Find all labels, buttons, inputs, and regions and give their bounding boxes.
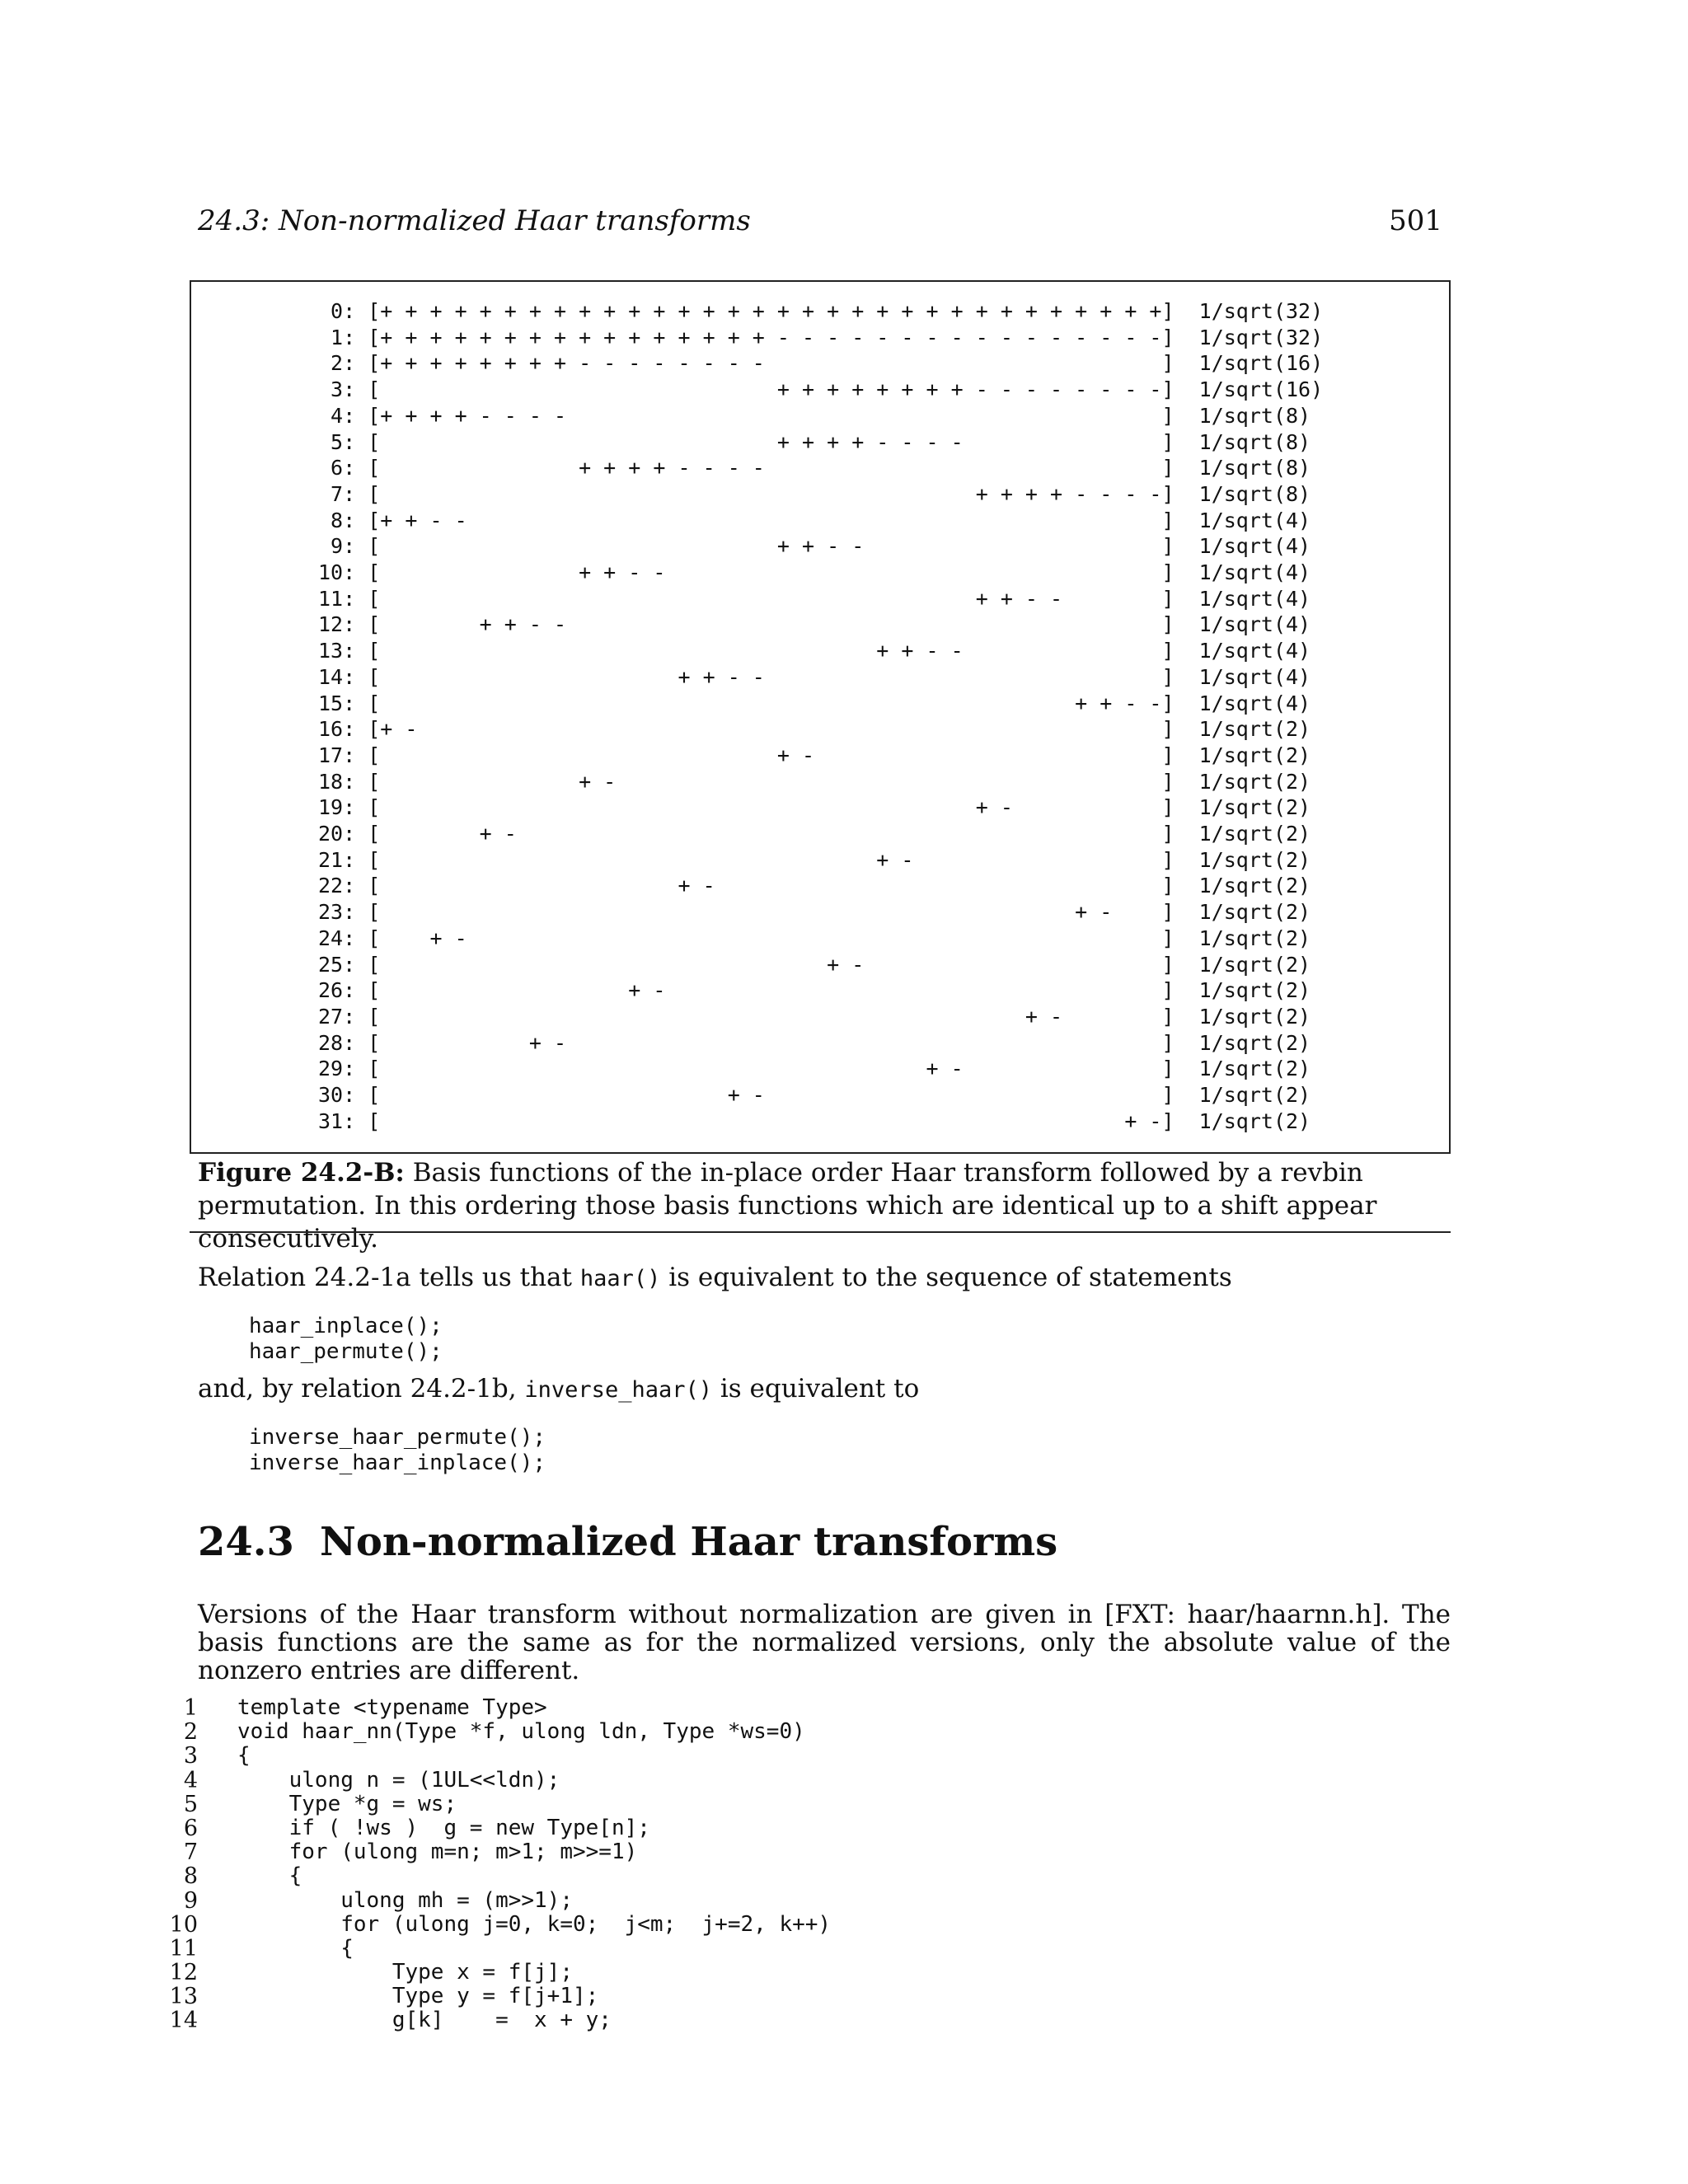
- running-header: [198, 204, 1442, 246]
- basis-row: 10: [ + + - - ] 1/sqrt(4): [318, 560, 1311, 585]
- basis-row: 16: [+ - ] 1/sqrt(2): [318, 717, 1311, 742]
- basis-row: 26: [ + - ] 1/sqrt(2): [318, 978, 1311, 1003]
- line-code: Type *g = ws;: [237, 1791, 457, 1816]
- basis-row: 14: [ + + - - ] 1/sqrt(4): [318, 664, 1311, 689]
- line-number: 1: [183, 1695, 198, 1721]
- code-line: [165, 1961, 1236, 1985]
- basis-row: 24: [ + - ] 1/sqrt(2): [318, 926, 1311, 950]
- code-line: [165, 1696, 1236, 1720]
- code-line: [165, 1840, 1236, 1864]
- basis-row: 12: [ + + - - ] 1/sqrt(4): [318, 612, 1311, 637]
- line-code: if ( !ws ) g = new Type[n];: [237, 1815, 650, 1840]
- inline-code-haar: haar(): [579, 1266, 661, 1291]
- figure-caption: [198, 1156, 1451, 1255]
- line-number: 3: [183, 1743, 198, 1769]
- line-number: 13: [169, 1984, 198, 2010]
- code-block-inverse-sequence: inverse_haar_permute(); inverse_haar_inplace();: [249, 1425, 546, 1475]
- code-line: [165, 1744, 1236, 1768]
- basis-row: 30: [ + - ] 1/sqrt(2): [318, 1083, 1311, 1108]
- basis-row: 13: [ + + - - ] 1/sqrt(4): [318, 639, 1311, 663]
- figure-caption-label: Figure 24.2-B:: [198, 1158, 405, 1188]
- basis-row: 6: [ + + + + - - - - ] 1/sqrt(8): [318, 456, 1311, 480]
- line-number: 10: [169, 1911, 198, 1938]
- line-number: 6: [183, 1815, 198, 1841]
- code-listing: [165, 1696, 1236, 2033]
- basis-function-matrix: [318, 298, 1323, 1135]
- paragraph-relation-a: [198, 1263, 1451, 1293]
- line-code: ulong n = (1UL<<ldn);: [237, 1767, 560, 1793]
- basis-row: 0: [+ + + + + + + + + + + + + + + + + + + + + + + + + + + + + + + +] 1/sqrt(32): [318, 299, 1324, 323]
- code-line: [165, 1720, 1236, 1744]
- basis-row: 22: [ + - ] 1/sqrt(2): [318, 874, 1311, 898]
- basis-row: 1: [+ + + + + + + + + + + + + + + + - - - - - - - - - - - - - - - -] 1/sqrt(32): [318, 325, 1324, 349]
- basis-row: 18: [ + - ] 1/sqrt(2): [318, 769, 1311, 794]
- paragraph-relation-b: [198, 1375, 1451, 1404]
- code-line: [165, 1913, 1236, 1937]
- line-code: template <typename Type>: [237, 1695, 547, 1720]
- code-line: [165, 1769, 1236, 1793]
- line-number: 11: [169, 1935, 198, 1961]
- section-number: 24.3: [198, 1519, 294, 1565]
- code-line: [165, 1889, 1236, 1913]
- line-number: 8: [183, 1863, 198, 1890]
- basis-row: 9: [ + + - - ] 1/sqrt(4): [318, 534, 1311, 559]
- paragraph-text: is equivalent to: [711, 1374, 920, 1404]
- line-code: Type y = f[j+1];: [237, 1984, 599, 2009]
- page-number: 501: [1389, 204, 1442, 237]
- basis-row: 21: [ + - ] 1/sqrt(2): [318, 847, 1311, 872]
- code-line: [165, 1793, 1236, 1816]
- line-number: 7: [183, 1840, 198, 1866]
- line-code: void haar_nn(Type *f, ulong ldn, Type *ws=0): [237, 1719, 805, 1745]
- basis-row: 8: [+ + - - ] 1/sqrt(4): [318, 508, 1311, 532]
- section-heading: [198, 1519, 1451, 1565]
- code-line: [165, 1816, 1236, 1840]
- paragraph-text: Relation 24.2-1a tells us that: [198, 1263, 580, 1292]
- basis-row: 27: [ + - ] 1/sqrt(2): [318, 1004, 1311, 1029]
- basis-row: 15: [ + + - -] 1/sqrt(4): [318, 691, 1311, 715]
- line-code: for (ulong j=0, k=0; j<m; j+=2, k++): [237, 1911, 832, 1937]
- basis-row: 17: [ + - ] 1/sqrt(2): [318, 743, 1311, 767]
- figure-caption-text: Basis functions of the in-place order Haar transform followed by a revbin permutation. In this ordering those basis functions which are identical up to a shift appear consecutively.: [198, 1158, 1377, 1254]
- line-code: Type x = f[j];: [237, 1960, 573, 1985]
- basis-row: 4: [+ + + + - - - - ] 1/sqrt(8): [318, 403, 1311, 428]
- line-code: ulong mh = (m>>1);: [237, 1887, 573, 1913]
- basis-row: 7: [ + + + + - - - -] 1/sqrt(8): [318, 481, 1311, 506]
- running-header-title: 24.3: Non-normalized Haar transforms: [198, 204, 751, 237]
- line-code: for (ulong m=n; m>1; m>>=1): [237, 1840, 638, 1865]
- basis-row: 19: [ + - ] 1/sqrt(2): [318, 795, 1311, 820]
- section-title: Non-normalized Haar transforms: [320, 1519, 1058, 1565]
- basis-row: 28: [ + - ] 1/sqrt(2): [318, 1030, 1311, 1055]
- figure-frame: [190, 280, 1451, 1154]
- basis-row: 2: [+ + + + + + + + - - - - - - - - ] 1/sqrt(16): [318, 351, 1324, 376]
- inline-code-inverse-haar: inverse_haar(): [524, 1377, 712, 1403]
- basis-row: 20: [ + - ] 1/sqrt(2): [318, 822, 1311, 846]
- line-code: g[k] = x + y;: [237, 2008, 612, 2033]
- paragraph-text: is equivalent to the sequence of statements: [660, 1263, 1232, 1292]
- line-number: 12: [169, 1960, 198, 1986]
- line-number: 9: [183, 1887, 198, 1914]
- line-number: 5: [183, 1791, 198, 1817]
- basis-row: 25: [ + - ] 1/sqrt(2): [318, 952, 1311, 977]
- basis-row: 3: [ + + + + + + + + - - - - - - - -] 1/sqrt(16): [318, 377, 1324, 402]
- line-number: 4: [183, 1767, 198, 1793]
- line-number: 2: [183, 1719, 198, 1746]
- basis-row: 5: [ + + + + - - - - ] 1/sqrt(8): [318, 429, 1311, 454]
- paragraph-text: and, by relation 24.2-1b,: [198, 1374, 525, 1404]
- basis-row: 29: [ + - ] 1/sqrt(2): [318, 1057, 1311, 1081]
- basis-row: 31: [ + -] 1/sqrt(2): [318, 1108, 1311, 1133]
- line-code: {: [237, 1935, 354, 1961]
- line-number: 14: [169, 2008, 198, 2034]
- basis-row: 23: [ + - ] 1/sqrt(2): [318, 900, 1311, 925]
- basis-row: 11: [ + + - - ] 1/sqrt(4): [318, 586, 1311, 611]
- code-line: [165, 2008, 1236, 2032]
- code-line: [165, 1937, 1236, 1961]
- code-block-haar-sequence: haar_inplace(); haar_permute();: [249, 1314, 443, 1364]
- caption-rule: [190, 1231, 1451, 1233]
- line-code: {: [237, 1743, 251, 1769]
- paragraph-versions: Versions of the Haar transform without normalization are given in [FXT: haar/haarnn.h]. The basis functions are the same as for the normalized versions, only the absolute value of the nonzero entries are different.: [198, 1600, 1451, 1685]
- line-code: {: [237, 1863, 302, 1889]
- code-line: [165, 1985, 1236, 2008]
- code-line: [165, 1864, 1236, 1888]
